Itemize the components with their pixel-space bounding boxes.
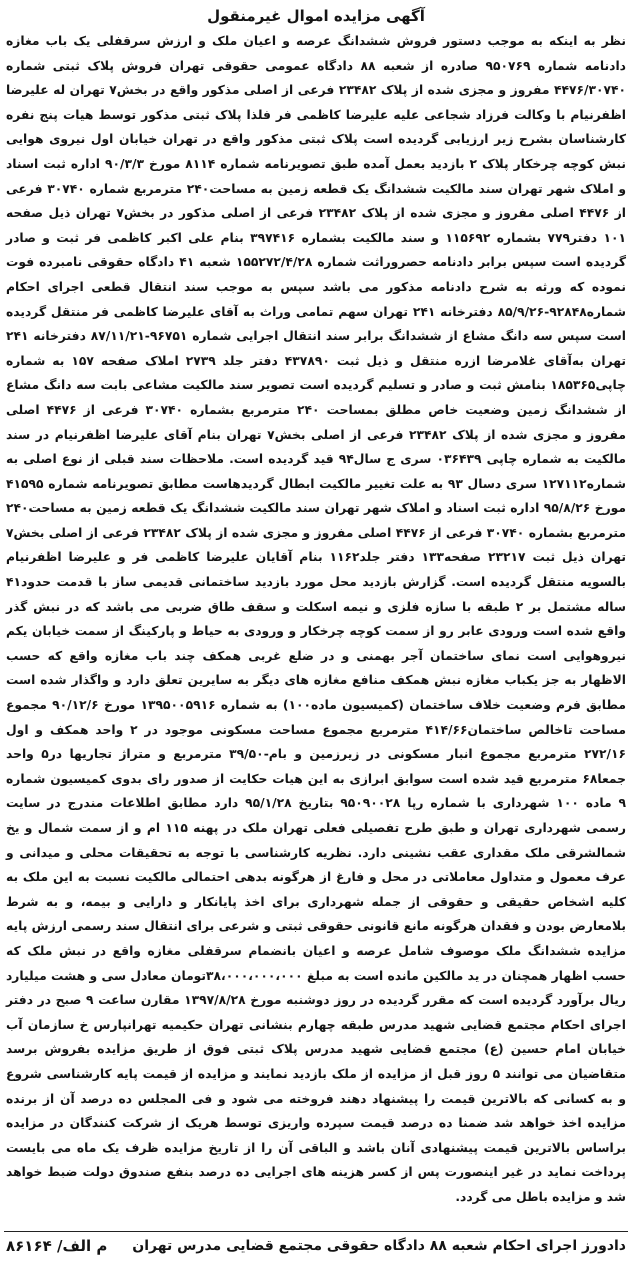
notice-signature: دادورز اجرای احکام شعبه ۸۸ دادگاه حقوقی مجتمع قضایی مدرس تهران [132, 1238, 626, 1254]
notice-title: آگهی مزایده اموال غیرمنقول [207, 7, 425, 25]
notice-body: نظر به اینکه به موجب دستور فروش ششدانگ عرصه و اعیان ملک و ارزش سرقفلی یک باب مغازه دادنامه شماره ۹۵۰۷۶۹ صادره از شعبه ۸۸ دادگاه عمومی حقوقی تهران فروش پلاک ثبتی شماره ۴۴۷۶/۳۰۷۴۰ مفروز و مجزی شده از پلاک ۲۳۴۸۲ فرعی از اصلی مذکور واقع در بخش۷ تهران له علیرضا اظفرنیام با وکالت فرزاد شجاعی علیه علیرضا کاظمی فر فلذا پلاک ثبتی مذکور توسط هیات پنج نفره کارشناسان بشرح زیر ارزیابی گردیده است پلاک ثبتی مذکور واقع در تهران خیابان اول نیروی هوایی نبش کوچه چرخکار پلاک ۲ بازدید بعمل آمده طبق تصویرنامه شماره ۸۱۱۴ مورخ ۹۰/۳/۳ اداره ثبت اسناد و املاک شهر تهران سند مالکیت ششدانگ یک قطعه زمین به مساحت۲۴۰ مترمربع شماره ۳۰۷۴۰ فرعی از ۴۴۷۶ اصلی مفروز و مجزی شده از پلاک ۲۳۴۸۲ فرعی از اصلی مذکور در بخش۷ تهران ذیل صفحه ۱۰۱ دفتر۷۷۹ بشماره ۱۱۵۶۹۲ و سند مالکیت بشماره ۳۹۷۴۱۶ بنام علی اکبر کاظمی فر ثبت و صادر گردیده است سپس برابر دادنامه حصروراثت شماره ۱۵۵۲۷۲/۴/۲۸ شعبه ۴۱ دادگاه حقوقی نامبرده فوت نموده که ورثه به شرح دادنامه مذکور می باشد سپس به موجب سند انتقال قطعی اجرای احکام شماره۹۲۸۴۸-۸۵/۹/۲۶ دفترخانه ۲۴۱ تهران سهم تمامی وراث به آقای علیرضا کاظمی فر منتقل گردیده است سپس سه دانگ مشاع از ششدانگ برابر سند انتقال اجرایی شماره ۹۶۷۵۱-۸۷/۱۱/۲۱ دفترخانه ۲۴۱ تهران به‌آقای غلامرضا ازره منتقل و ذیل ثبت ۴۳۷۸۹۰ دفتر جلد ۲۷۳۹ املاک صفحه ۱۵۷ به شماره چاپی۱۸۵۳۶۵ بنامش ثبت و صادر و تسلیم گردیده است تصویر سند مالکیت مشاعی بابت سه دانگ مشاع از ششدانگ زمین وضعیت خاص مطلق بمساحت ۲۴۰ مترمربع بشماره ۳۰۷۴۰ فرعی از ۴۴۷۶ اصلی مفروز و مجزی شده از پلاک ۲۳۴۸۲ فرعی از اصلی بخش۷ تهران بنام آقای علیرضا اظفرنیام در سند مالکیت به شماره چاپی ۰۳۶۴۳۹ سری ج سال۹۴ قید گردیده است. ملاحظات سند قبلی از نوع اصلی به شماره۱۲۷۱۱۲ سری دسال ۹۳ به علت تغییر مالکیت ابطال گردیدهاست مطابق تصویرنامه شماره ۴۱۵۹۵ مورخ ۹۵/۸/۲۶ اداره ثبت اسناد و املاک شهر تهران سند مالکیت ششدانگ یک قطعه زمین به مساحت۲۴۰ مترمربع بشماره ۳۰۷۴۰ فرعی از ۴۴۷۶ اصلی مفروز و مجزی شده از پلاک ۲۳۴۸۲ فرعی از اصلی بخش۷ تهران ذیل ثبت ۲۳۲۱۷ صفحه۱۳۳ دفتر جلد۱۱۶۲ بنام آقایان علیرضا کاظمی فر و علیرضا اظفرنیام بالسویه منتقل گردیده است. گزارش بازدید محل مورد بازدید ساختمانی قدیمی ساز با قدمت حدود۴۱ ساله مشتمل بر ۲ طبقه با سازه فلزی و نیمه اسکلت و سقف طاق ضربی می باشد که در نبش گذر واقع شده است ورودی عابر رو از سمت کوچه چرخکار و ورودی به حیاط و پارکینگ از سمت خیابان یکم نیروهوایی است نمای ساختمان آجر بهمنی و در ضلع غربی همکف چند باب مغازه واقع که حسب الاظهار به جز یکباب مغازه نبش همکف منافع مغازه های دیگر به سایرین تعلق دارد و واگذار شده است مطابق فرم وضعیت خلاف ساختمان (کمیسیون ماده۱۰۰) به شماره ۱۳۹۵۰۰۵۹۱۶ مورخ ۹۰/۱۲/۶ مجموع مساحت تاخالص ساختمان۴۱۴/۶۶ مترمربع مجموع مساحت مسکونی موجود در ۲ واحد همکف و اول ۲۷۲/۱۶ مترمربع مجموع انبار مسکونی در زیرزمین و بام-۳۹/۵۰ مترمربع و متراژ تجاریها در۵ واحد جمعا۶۸ مترمربع قید شده است سوابق ابرازی به این هیات حکایت از صدور رای بدوی کمیسیون شماره ۹ ماده ۱۰۰ شهرداری با شماره رپا ۹۵۰۹۰۰۲۸ بتاریخ ۹۵/۱/۲۸ دارد مطابق اطلاعات مندرج در سایت رسمی شهرداری تهران و طبق طرح تفصیلی فعلی تهران ملک در پهنه ۱۱۵ ام و از سمت شمال و یخ شمالشرقی ملک مقداری عقب نشینی دارد. نظریه کارشناسی با توجه به تحقیقات محلی و میدانی و عرف معمول و متداول معاملاتی در محل و فارغ از هرگونه بدهی احتمالی مالکیت نسبت به این ملک به کلیه اشخاص حقیقی و حقوقی از جمله شهرداری برای اخذ پایانکار و دارایی و بیمه، و به شرط بلامعارض بودن و فقدان هرگونه مانع قانونی حقوقی ثبتی و شرعی برای انتقال سند رسمی ارزش پایه مزایده ششدانگ ملک موصوف شامل عرصه و اعیان بانضمام سرقفلی مغازه واقع در نبش ملک که حسب اظهار همچنان در ید مالکین مانده است به مبلغ ۳۸،۰۰۰،۰۰۰،۰۰۰تومان معادل سی و هشت میلیارد ریال برآورد گردیده است که مقرر گردیده در روز دوشنبه مورخ ۱۳۹۷/۸/۲۸ مقارن ساعت ۹ صبح در دفتر اجرای احکام مجتمع قضایی شهید مدرس طبقه چهارم بنشانی تهران حکیمیه تهرانپارس خ سازمان آب خیابان امام حسین (ع) مجتمع قضایی شهید مدرس پلاک ثبتی فوق از طریق مزایده بفروش برسد متقاضیان می توانند ۵ روز قبل از مزایده از ملک بازدید نمایند و مزایده از قیمت پایه کارشناسی شروع و به کسانی که بالاترین قیمت را پیشنهاد دهند فروخته می شود و فی المجلس ده درصد آن از برنده مزایده اخذ خواهد شد ضمنا ده درصد قیمت سپرده واریزی توسط هریک از شرکت کنندگان در مزایده براساس بالاترین قیمت پیشنهادی آنان باشد و الباقی آن را از تاریخ مزایده ظرف یک ماه می بایست پرداخت نماید در غیر اینصورت پس از کسر هزینه های اجرایی ده درصد بنفع صندوق دولت ضبط خواهد شد و مزایده باطل می گردد. [6, 34, 627, 1204]
notice-footer [6, 1232, 626, 1260]
notice-code: ۸۶۱۶۴ /م الف [6, 1237, 108, 1255]
